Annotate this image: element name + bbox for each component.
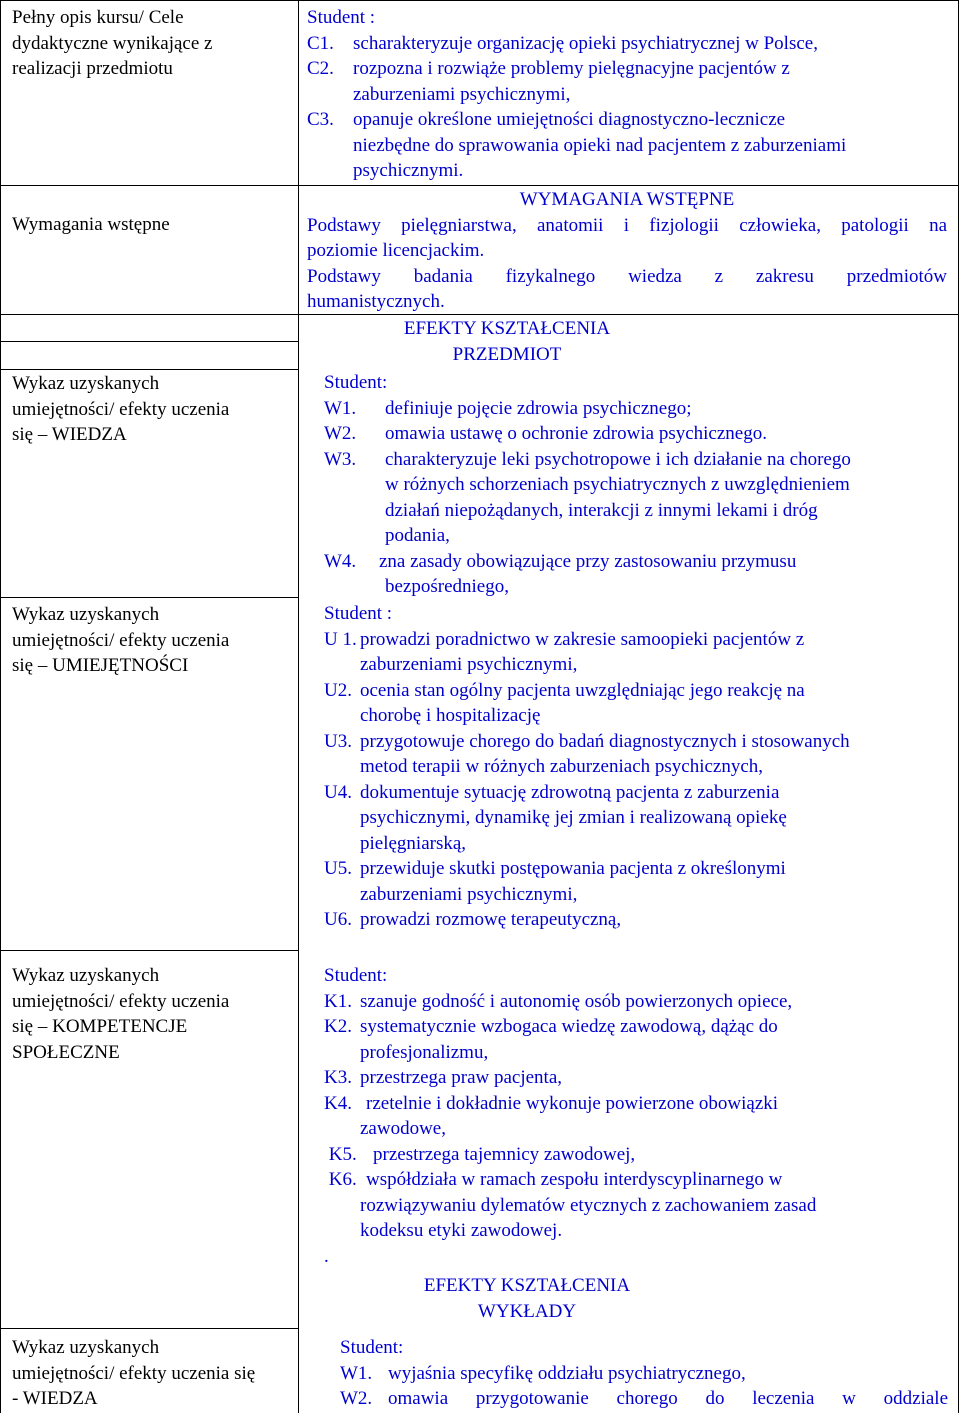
knowledge-student-label: Student: (324, 372, 388, 393)
row-divider (0, 341, 299, 342)
lectures-heading: EFEKTY KSZTAŁCENIA WYKŁADY (423, 1275, 631, 1322)
row-divider (0, 1328, 299, 1329)
skills-student-label: Student : (324, 603, 393, 624)
outcome-item: U 1. prowadzi poradnictwo w zakresie samoopieki pacjentów z zaburzeniami psychicznymi, (324, 628, 805, 675)
outcome-item: K2. systematycznie wzbogaca wiedzę zawodową, dążąc do profesjonalizmu, (324, 1016, 778, 1063)
row-divider (0, 950, 299, 951)
outcome-item: K4. rzetelnie i dokładnie wykonuje powierzone obowiązki zawodowe, (324, 1092, 779, 1139)
trailing-dot: . (324, 1245, 329, 1267)
outcome-item: K6. współdziała w ramach zespołu interdyscyplinarnego w rozwiązywaniu dylematów etycznych z zachowaniem zasad kodeksu etyki zawodowej. (324, 1169, 817, 1241)
prerequisites-heading: WYMAGANIA WSTĘPNE (519, 189, 735, 210)
skills-outcomes (324, 601, 952, 933)
outcome-item: U5. przewiduje skutki postępowania pacjenta z określonymi zaburzeniami psychicznymi, (324, 858, 786, 905)
goal-item: C3. opanuje określone umiejętności diagnostyczno-lecznicze niezbędne do sprawowania opieki nad pacjentem z zaburzeniami psychicznymi. (307, 109, 847, 181)
goals-student-label: Student : (307, 7, 376, 28)
label-prerequisites: Wymagania wstępne (12, 214, 170, 235)
outcome-item: K5. przestrzega tajemnicy zawodowej, (324, 1143, 636, 1165)
outcome-item: K3. przestrzega praw pacjenta, (324, 1067, 563, 1088)
table-left-border (0, 0, 1, 1413)
table-right-border (958, 0, 959, 1413)
competence-outcomes (324, 963, 952, 1269)
label-skills-outcomes: Wykaz uzyskanych umiejętności/ efekty uczenia się – UMIEJĘTNOŚCI (12, 604, 230, 676)
label-competence-outcomes: Wykaz uzyskanych umiejętności/ efekty uczenia się – KOMPETENCJE SPOŁECZNE (12, 965, 230, 1063)
outcome-item: U2. ocenia stan ogólny pacjenta uwzględniając jego reakcję na chorobę i hospitalizację (324, 679, 805, 726)
label-lecture-knowledge: Wykaz uzyskanych umiejętności/ efekty uczenia się - WIEDZA (12, 1337, 256, 1409)
outcome-item: W1. definiuje pojęcie zdrowia psychicznego; (324, 397, 692, 419)
competences-student-label: Student: (324, 965, 388, 986)
row-divider (0, 185, 959, 186)
row-divider (0, 597, 299, 598)
outcomes-heading: EFEKTY KSZTAŁCENIA PRZEDMIOT (403, 318, 611, 365)
lectures-student-label: Student: (340, 1337, 404, 1358)
lecture-outcomes (340, 1335, 948, 1412)
outcome-item: W2. omawia ustawę o ochronie zdrowia psychicznego. (324, 423, 767, 444)
outcome-item: K1. szanuje godność i autonomię osób powierzonych opiece, (324, 990, 793, 1012)
outcome-item: W3. charakteryzuje leki psychotropowe i ich działanie na chorego w różnych schorzeniach psychiatrycznych z uwzględnieniem działań niepożądanych, interakcji z innymi lekami i dróg podania, (324, 448, 851, 546)
label-course-description: Pełny opis kursu/ Cele dydaktyczne wynikające z realizacji przedmiotu (12, 7, 213, 79)
goal-item: C1. scharakteryzuje organizację opieki psychiatrycznej w Polsce, (307, 32, 818, 54)
prerequisites-content: WYMAGANIA WSTĘPNE Podstawy pielęgniarstwa, anatomii i fizjologii człowieka, patologii na poziomie licencjackim. Podstawy badania fizykalnego wiedza z zakresu przedmiotów humanistycznych. (307, 189, 947, 312)
knowledge-outcomes (324, 370, 952, 600)
goal-item: C2. rozpozna i rozwiąże problemy pielęgnacyjne pacjentów z zaburzeniami psychicznymi, (307, 58, 790, 105)
label-knowledge-outcomes: Wykaz uzyskanych umiejętności/ efekty uczenia się – WIEDZA (12, 373, 230, 445)
outcome-item: U6. prowadzi rozmowę terapeutyczną, (324, 909, 622, 930)
outcome-item: W4. zna zasady obowiązujące przy zastosowaniu przymusu bezpośredniego, (324, 550, 797, 597)
table-column-divider (298, 0, 299, 1413)
outcome-item: W2. omawia przygotowanie chorego do leczenia w oddziale (340, 1388, 948, 1409)
row-divider (0, 369, 299, 370)
outcome-item: U3. przygotowuje chorego do badań diagnostycznych i stosowanych metod terapii w różnych zaburzeniach psychicznych, (324, 730, 850, 777)
outcome-item: U4. dokumentuje sytuację zdrowotną pacjenta z zaburzenia psychicznymi, dynamikę jej zmian i realizowaną opiekę pielęgniarską, (324, 781, 787, 854)
table-top-border (0, 0, 959, 1)
outcome-item: W1. wyjaśnia specyfikę oddziału psychiatrycznego, (340, 1362, 746, 1384)
course-goals (307, 5, 952, 184)
